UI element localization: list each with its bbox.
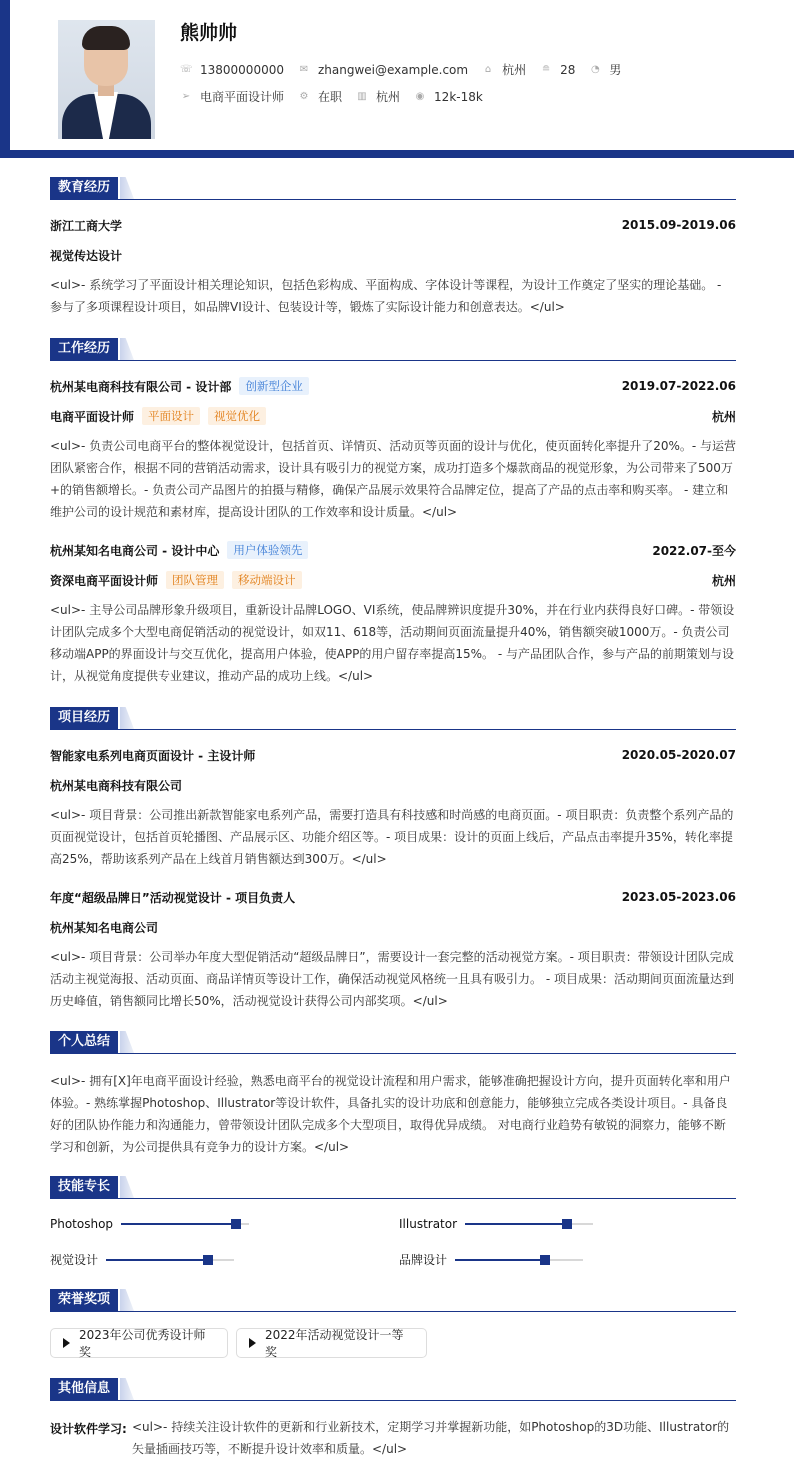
salary: 12k-18k bbox=[434, 89, 483, 104]
skill-name: Illustrator bbox=[399, 1217, 458, 1231]
candidate-name: 熊帅帅 bbox=[180, 22, 238, 44]
city: 杭州 bbox=[502, 63, 527, 77]
company-name: 杭州某知名电商公司 - 设计中心 bbox=[50, 543, 220, 558]
work-period: 2019.07-2022.06 bbox=[621, 379, 736, 393]
gender: 男 bbox=[609, 63, 622, 77]
work-period: 2022.07-至今 bbox=[652, 543, 736, 558]
skill-bar bbox=[106, 1259, 234, 1261]
job-status: 在职 bbox=[318, 90, 343, 104]
gender-icon: ◔ bbox=[591, 64, 600, 75]
section-title: 工作经历 bbox=[50, 338, 118, 360]
age: 28 bbox=[560, 62, 576, 77]
major: 视觉传达设计 bbox=[50, 248, 123, 263]
skill-tag: 视觉优化 bbox=[208, 407, 266, 425]
phone: 13800000000 bbox=[200, 62, 284, 77]
project-company: 杭州某知名电商公司 bbox=[50, 920, 159, 935]
project-desc: <ul>- 项目背景：公司举办年度大型促销活动“超级品牌日”，需要设计一套完整的活动视觉方案。- 项目职责：带领设计团队完成活动主视觉海报、活动页面、商品详情页等设计工作，确保活动视觉风格统一且具有吸引力。 - 项目成果：活动期间页面流量达到历史峰值，销售额同比增长50%，活动视觉设计获得公司内部奖项。</ul> bbox=[50, 950, 734, 1008]
project-title: 智能家电系列电商页面设计 - 主设计师 bbox=[50, 748, 256, 763]
project-desc: <ul>- 项目背景：公司推出新款智能家电系列产品，需要打造具有科技感和时尚感的电商页面。- 项目职责：负责整个系列产品的页面视觉设计，包括首页轮播图、产品展示区、功能介绍区等。- 项目成果：设计的页面上线后，产品点击率提升35%，转化率提高25%，帮助该系列产品在上线首月销售额达到300万。</ul> bbox=[50, 808, 734, 866]
company-name: 杭州某电商科技有限公司 - 设计部 bbox=[50, 379, 232, 394]
skill-bar bbox=[465, 1223, 593, 1225]
email: zhangwei@example.com bbox=[317, 62, 469, 77]
play-icon bbox=[63, 1338, 70, 1348]
send-icon: ➢ bbox=[181, 91, 191, 102]
coin-icon: ◉ bbox=[415, 91, 425, 102]
section-title: 荣誉奖项 bbox=[50, 1289, 118, 1311]
skill-item bbox=[50, 1251, 234, 1268]
work-row bbox=[50, 540, 736, 560]
other-value: <ul>- 持续关注设计软件的更新和行业新技术，定期学习并掌握新功能，如Photoshop的3D功能、Illustrator的矢量插画技巧等，不断提升设计效率和质量。</ul> bbox=[132, 1420, 730, 1456]
award-item bbox=[236, 1328, 427, 1358]
skill-name: 视觉设计 bbox=[50, 1253, 99, 1267]
awards-list bbox=[50, 1328, 736, 1360]
section-title: 项目经历 bbox=[50, 707, 118, 729]
summary-text: <ul>- 拥有[X]年电商平面设计经验，熟悉电商平台的视觉设计流程和用户需求，能够准确把握设计方向，提升页面转化率和用户体验。- 熟练掌握Photoshop、Illustrator等设计软件，具备扎实的设计功底和创意能力，能够独立完成各类设计项目。- 具备良好的团队协作能力和沟通能力，曾带领设计团队完成多个大型项目，取得优异成绩。 对电商行业趋势有敏锐的洞察力，能够不断学习和创新，为公司提供具有竞争力的设计方案。</ul> bbox=[50, 1074, 731, 1154]
section-awards bbox=[50, 1289, 736, 1312]
target-city: 杭州 bbox=[376, 90, 401, 104]
company-badge: 创新型企业 bbox=[239, 377, 309, 395]
work-city: 杭州 bbox=[711, 573, 736, 588]
job-intent-row bbox=[180, 88, 497, 105]
skill-bar bbox=[121, 1223, 249, 1225]
skill-bar bbox=[455, 1259, 583, 1261]
home-icon: ⌂ bbox=[484, 64, 492, 75]
award-label: 2022年活动视觉设计一等奖 bbox=[265, 1328, 404, 1359]
award-item bbox=[50, 1328, 228, 1358]
project-row bbox=[50, 887, 736, 907]
work-row bbox=[50, 376, 736, 396]
job-role: 资深电商平面设计师 bbox=[50, 573, 159, 588]
skill-tag: 移动端设计 bbox=[232, 571, 302, 589]
section-title: 技能专长 bbox=[50, 1176, 118, 1198]
education-desc: <ul>- 系统学习了平面设计相关理论知识，包括色彩构成、平面构成、字体设计等课程，为设计工作奠定了坚实的理论基础。 - 参与了多项课程设计项目，如品牌VI设计、包装设计等，锻炼了实际设计能力和创意表达。</ul> bbox=[50, 278, 722, 314]
project-period: 2023.05-2023.06 bbox=[621, 890, 736, 904]
project-title: 年度“超级品牌日”活动视觉设计 - 项目负责人 bbox=[50, 890, 296, 905]
profile-header bbox=[10, 0, 794, 150]
building-icon: ▥ bbox=[357, 91, 367, 102]
project-row bbox=[50, 745, 736, 765]
section-title: 其他信息 bbox=[50, 1378, 118, 1400]
skill-name: 品牌设计 bbox=[399, 1253, 448, 1267]
gear-icon: ⚙ bbox=[299, 91, 309, 102]
award-label: 2023年公司优秀设计师奖 bbox=[79, 1328, 206, 1359]
project-period: 2020.05-2020.07 bbox=[621, 748, 736, 762]
section-title: 个人总结 bbox=[50, 1031, 118, 1053]
target-job: 电商平面设计师 bbox=[200, 90, 285, 104]
contact-row bbox=[180, 61, 635, 78]
company-badge: 用户体验领先 bbox=[227, 541, 308, 559]
job-role: 电商平面设计师 bbox=[50, 409, 135, 424]
section-projects bbox=[50, 707, 736, 730]
skill-name: Photoshop bbox=[50, 1217, 114, 1231]
other-label: 设计软件学习: bbox=[50, 1422, 127, 1436]
school-name: 浙江工商大学 bbox=[50, 218, 123, 233]
section-other bbox=[50, 1378, 736, 1401]
mail-icon: ✉ bbox=[299, 64, 309, 75]
skill-item bbox=[50, 1217, 249, 1231]
work-desc: <ul>- 主导公司品牌形象升级项目，重新设计品牌LOGO、VI系统，使品牌辨识度提升30%，并在行业内获得良好口碑。- 带领设计团队完成多个大型电商促销活动的视觉设计，如双11、618等，活动期间页面流量提升40%，销售额突破1000万。- 负责公司移动端APP的界面设计与交互优化，提高用户体验，使APP的用户留存率提高15%。 - 与产品团队合作，参与产品的前期策划与设计，从视觉角度提供专业建议，推动产品的成功上线。</ul> bbox=[50, 603, 735, 683]
education-period: 2015.09-2019.06 bbox=[621, 218, 736, 232]
work-desc: <ul>- 负责公司电商平台的整体视觉设计，包括首页、详情页、活动页等页面的设计与优化，使页面转化率提升了20%。- 与运营团队紧密合作，根据不同的营销活动需求，设计具有吸引力的视觉方案，成功打造多个爆款商品的视觉形象，为公司带来了500万+的销售额增长。- 负责公司产品图片的拍摄与精修，确保产品展示效果符合品牌定位，提高了产品的点击率和购买率。 - 建立和维护公司的设计规范和素材库，提高设计团队的工作效率和设计质量。</ul> bbox=[50, 439, 737, 519]
avatar bbox=[58, 20, 155, 139]
section-title: 教育经历 bbox=[50, 177, 118, 199]
section-work bbox=[50, 338, 736, 361]
education-row bbox=[50, 215, 736, 235]
skill-item bbox=[399, 1251, 583, 1268]
work-city: 杭州 bbox=[711, 409, 736, 424]
project-company: 杭州某电商科技有限公司 bbox=[50, 778, 183, 793]
skill-tag: 团队管理 bbox=[166, 571, 224, 589]
section-education bbox=[50, 177, 736, 200]
section-skills bbox=[50, 1176, 736, 1199]
phone-icon: ☏ bbox=[180, 64, 193, 75]
section-summary bbox=[50, 1031, 736, 1054]
play-icon bbox=[249, 1338, 256, 1348]
skill-tag: 平面设计 bbox=[142, 407, 200, 425]
birthday-icon: ≘ bbox=[541, 64, 551, 75]
skill-item bbox=[399, 1217, 593, 1231]
